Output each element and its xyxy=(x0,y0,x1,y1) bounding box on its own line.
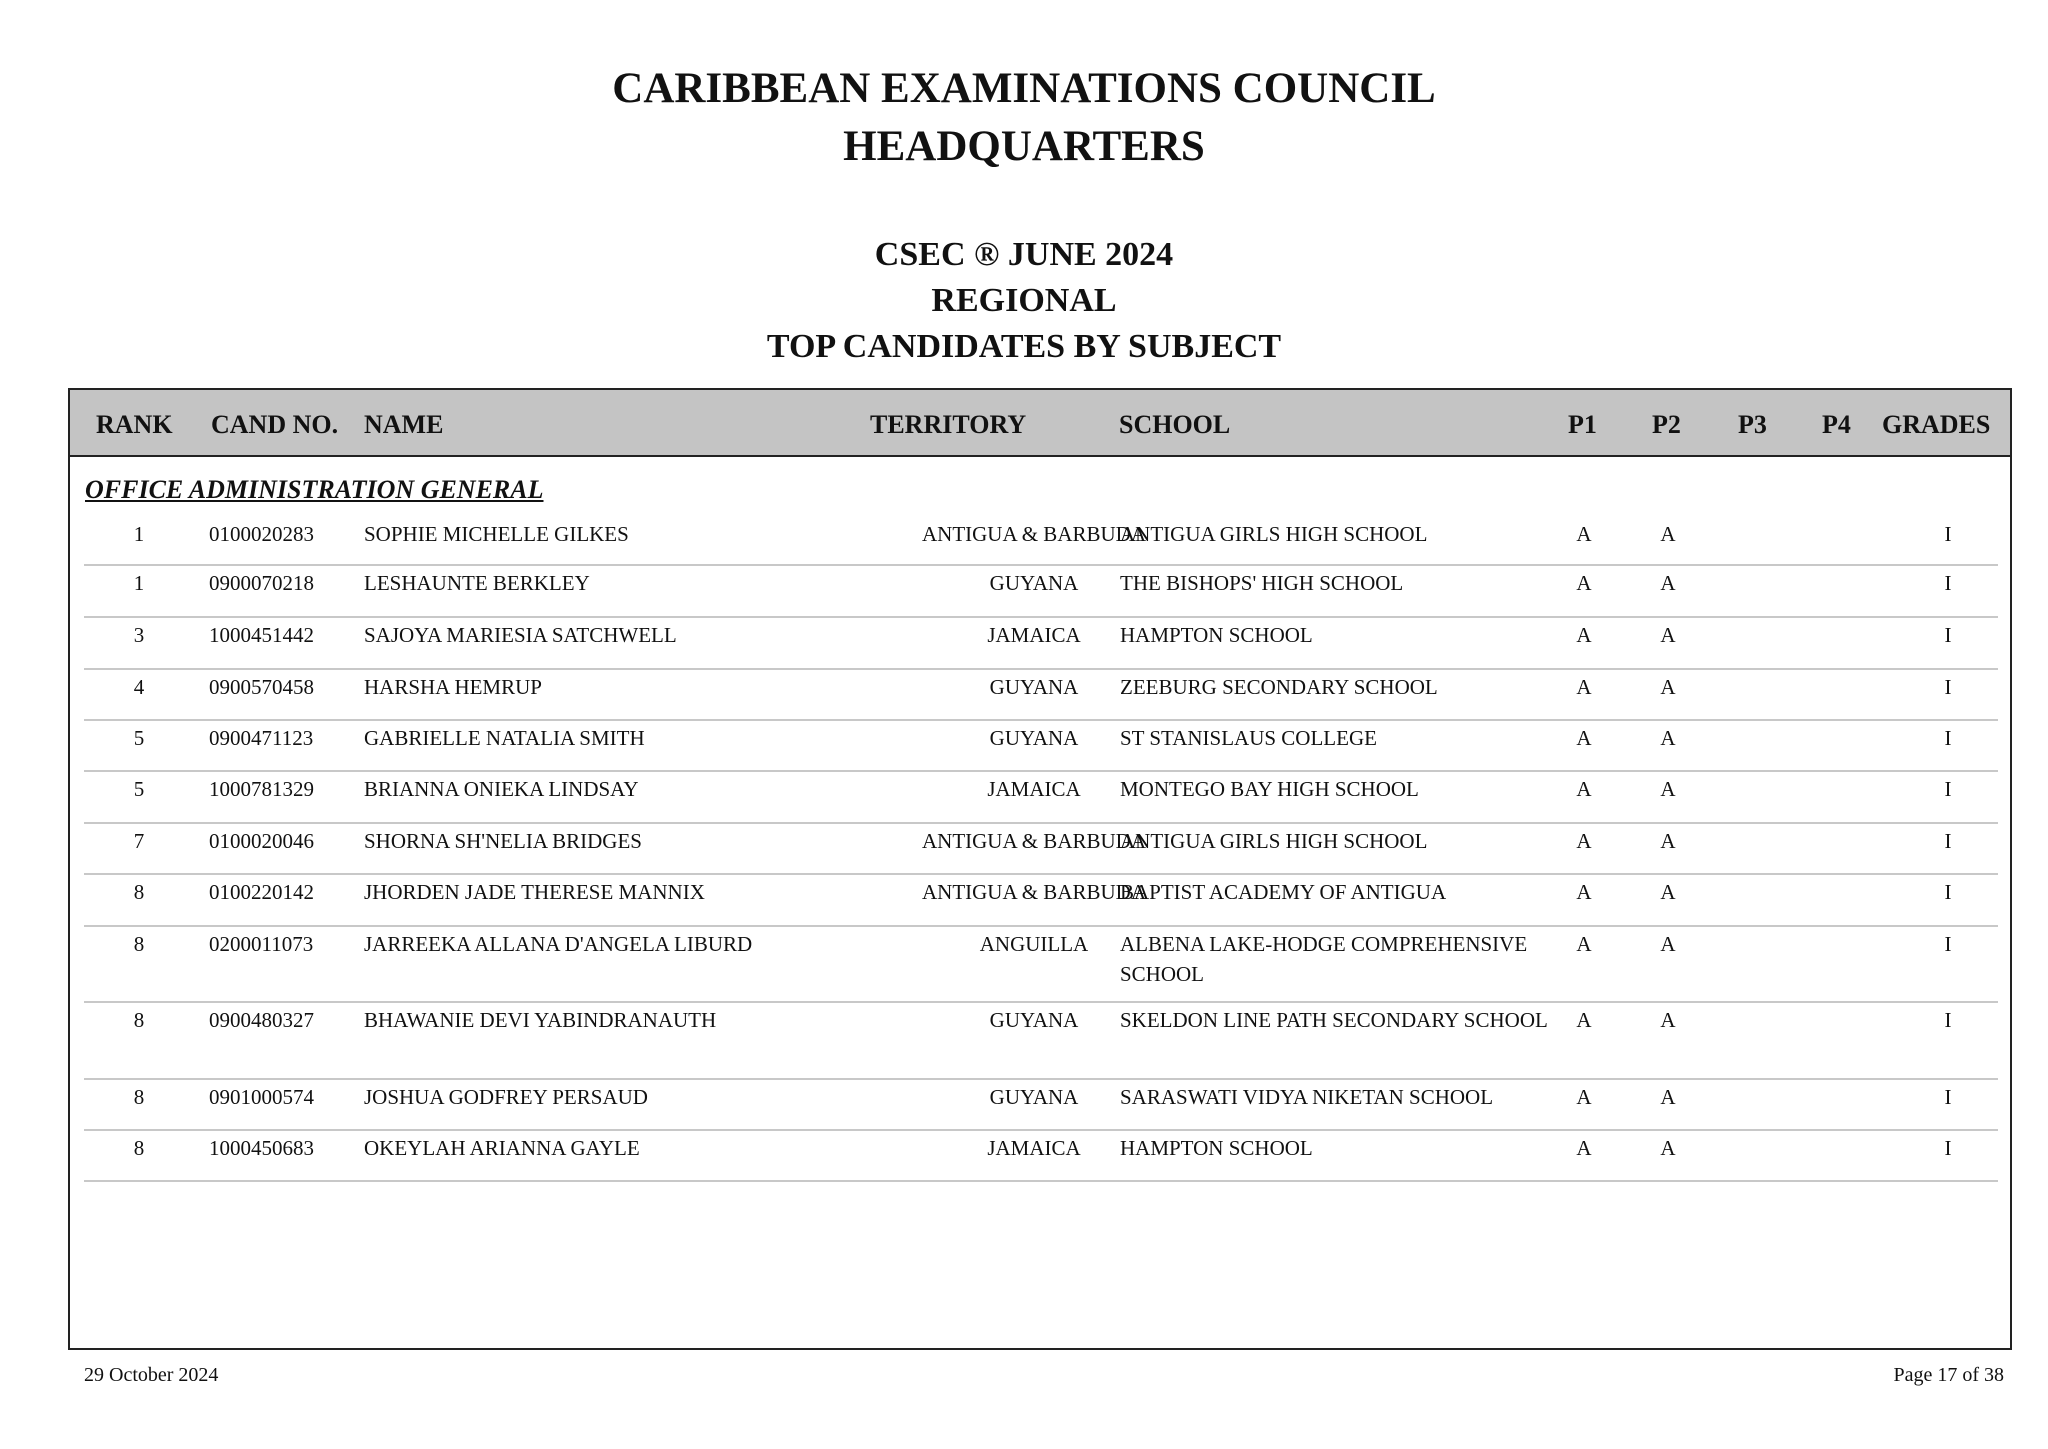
rank-cell: 7 xyxy=(133,829,145,853)
table-row xyxy=(84,721,1998,772)
col-territory: TERRITORY xyxy=(870,410,1027,439)
grade-cell: I xyxy=(1944,571,1952,595)
name-cell: SOPHIE MICHELLE GILKES xyxy=(364,522,629,546)
territory-cell: ANTIGUA & BARBUDA xyxy=(921,522,1146,546)
results-table xyxy=(68,388,2012,1350)
exam-title: CSEC ® JUNE 2024 xyxy=(874,236,1174,273)
org-title: CARIBBEAN EXAMINATIONS COUNCIL xyxy=(612,65,1436,112)
p1-cell: A xyxy=(1576,829,1592,853)
grade-cell: I xyxy=(1944,1008,1952,1032)
cand-no-cell: 0100020046 xyxy=(209,829,314,853)
rank-cell: 8 xyxy=(133,1008,145,1032)
school-cell: ZEEBURG SECONDARY SCHOOL xyxy=(1120,675,1438,699)
table-header xyxy=(70,390,2010,457)
col-school: SCHOOL xyxy=(1119,410,1231,439)
name-cell: JARREEKA ALLANA D'ANGELA LIBURD xyxy=(364,932,753,956)
table-row xyxy=(84,772,1998,824)
cand-no-cell: 0900480327 xyxy=(209,1008,314,1032)
footer-page-number: Page 17 of 38 xyxy=(1893,1364,2004,1386)
scope-title: REGIONAL xyxy=(931,282,1117,319)
p2-cell: A xyxy=(1660,880,1676,904)
territory-cell: GUYANA xyxy=(989,675,1079,699)
col-rank: RANK xyxy=(96,410,173,439)
name-cell: GABRIELLE NATALIA SMITH xyxy=(364,726,645,750)
school-cell: ALBENA LAKE-HODGE COMPREHENSIVE SCHOOL xyxy=(1120,932,1528,986)
grade-cell: I xyxy=(1944,777,1952,801)
table-row xyxy=(84,824,1998,875)
name-cell: OKEYLAH ARIANNA GAYLE xyxy=(364,1136,640,1160)
table-row xyxy=(84,670,1998,721)
p2-cell: A xyxy=(1660,932,1676,956)
rank-cell: 1 xyxy=(133,522,145,546)
org-subtitle: HEADQUARTERS xyxy=(843,123,1205,170)
territory-cell: ANGUILLA xyxy=(979,932,1089,956)
territory-cell: ANTIGUA & BARBUDA xyxy=(921,880,1146,904)
cand-no-cell: 1000451442 xyxy=(209,623,314,647)
grade-cell: I xyxy=(1944,1136,1952,1160)
territory-cell: JAMAICA xyxy=(987,777,1081,801)
p1-cell: A xyxy=(1576,522,1592,546)
rank-cell: 8 xyxy=(133,1136,145,1160)
p2-cell: A xyxy=(1660,623,1676,647)
name-cell: HARSHA HEMRUP xyxy=(364,675,542,699)
table-row xyxy=(84,1003,1998,1080)
rank-cell: 5 xyxy=(133,777,145,801)
name-cell: SHORNA SH'NELIA BRIDGES xyxy=(364,829,642,853)
rank-cell: 8 xyxy=(133,932,145,956)
col-p4: P4 xyxy=(1822,410,1851,439)
cand-no-cell: 1000450683 xyxy=(209,1136,314,1160)
p1-cell: A xyxy=(1576,777,1592,801)
school-cell: ANTIGUA GIRLS HIGH SCHOOL xyxy=(1120,829,1428,853)
col-p2: P2 xyxy=(1652,410,1681,439)
cand-no-cell: 0200011073 xyxy=(209,932,314,956)
footer-date: 29 October 2024 xyxy=(84,1364,219,1386)
p2-cell: A xyxy=(1660,777,1676,801)
p1-cell: A xyxy=(1576,1085,1592,1109)
p2-cell: A xyxy=(1660,675,1676,699)
territory-cell: GUYANA xyxy=(989,726,1079,750)
p2-cell: A xyxy=(1660,829,1676,853)
name-cell: BHAWANIE DEVI YABINDRANAUTH xyxy=(364,1008,717,1032)
cand-no-cell: 1000781329 xyxy=(209,777,314,801)
school-cell: SARASWATI VIDYA NIKETAN SCHOOL xyxy=(1120,1085,1494,1109)
p2-cell: A xyxy=(1660,1008,1676,1032)
school-cell: SKELDON LINE PATH SECONDARY SCHOOL xyxy=(1120,1008,1548,1032)
territory-cell: GUYANA xyxy=(989,1008,1079,1032)
name-cell: BRIANNA ONIEKA LINDSAY xyxy=(364,777,639,801)
p1-cell: A xyxy=(1576,1008,1592,1032)
name-cell: JOSHUA GODFREY PERSAUD xyxy=(364,1085,648,1109)
col-name: NAME xyxy=(364,410,444,439)
rank-cell: 5 xyxy=(133,726,145,750)
school-cell: MONTEGO BAY HIGH SCHOOL xyxy=(1120,777,1419,801)
name-cell: LESHAUNTE BERKLEY xyxy=(364,571,590,595)
rank-cell: 4 xyxy=(133,675,145,699)
table-row xyxy=(84,927,1998,1003)
subject-heading: OFFICE ADMINISTRATION GENERAL xyxy=(85,475,544,504)
cand-no-cell: 0901000574 xyxy=(209,1085,314,1109)
school-cell: THE BISHOPS' HIGH SCHOOL xyxy=(1120,571,1404,595)
rank-cell: 8 xyxy=(133,1085,145,1109)
cand-no-cell: 0100020283 xyxy=(209,522,314,546)
p1-cell: A xyxy=(1576,880,1592,904)
territory-cell: ANTIGUA & BARBUDA xyxy=(921,829,1146,853)
cand-no-cell: 0900471123 xyxy=(209,726,314,750)
col-p1: P1 xyxy=(1568,410,1597,439)
table-row xyxy=(84,1131,1998,1182)
school-cell: ST STANISLAUS COLLEGE xyxy=(1120,726,1377,750)
school-cell: ANTIGUA GIRLS HIGH SCHOOL xyxy=(1120,522,1428,546)
school-cell: HAMPTON SCHOOL xyxy=(1120,623,1313,647)
p2-cell: A xyxy=(1660,1136,1676,1160)
col-p3: P3 xyxy=(1738,410,1767,439)
col-cand-no: CAND NO. xyxy=(211,410,339,439)
p2-cell: A xyxy=(1660,522,1676,546)
rank-cell: 3 xyxy=(133,623,145,647)
territory-cell: GUYANA xyxy=(989,1085,1079,1109)
p2-cell: A xyxy=(1660,571,1676,595)
rank-cell: 8 xyxy=(133,880,145,904)
p2-cell: A xyxy=(1660,726,1676,750)
p1-cell: A xyxy=(1576,1136,1592,1160)
rank-cell: 1 xyxy=(133,571,145,595)
cand-no-cell: 0900070218 xyxy=(209,571,314,595)
cand-no-cell: 0100220142 xyxy=(209,880,314,904)
grade-cell: I xyxy=(1944,522,1952,546)
report-title: TOP CANDIDATES BY SUBJECT xyxy=(766,328,1282,365)
table-row xyxy=(84,566,1998,618)
grade-cell: I xyxy=(1944,1085,1952,1109)
table-row xyxy=(84,517,1998,566)
school-cell: BAPTIST ACADEMY OF ANTIGUA xyxy=(1120,880,1447,904)
p2-cell: A xyxy=(1660,1085,1676,1109)
p1-cell: A xyxy=(1576,571,1592,595)
col-grades: GRADES xyxy=(1882,410,1991,439)
grade-cell: I xyxy=(1944,829,1952,853)
school-cell: HAMPTON SCHOOL xyxy=(1120,1136,1313,1160)
grade-cell: I xyxy=(1944,880,1952,904)
territory-cell: JAMAICA xyxy=(987,623,1081,647)
territory-cell: JAMAICA xyxy=(987,1136,1081,1160)
name-cell: JHORDEN JADE THERESE MANNIX xyxy=(364,880,705,904)
p1-cell: A xyxy=(1576,675,1592,699)
grade-cell: I xyxy=(1944,932,1952,956)
p1-cell: A xyxy=(1576,932,1592,956)
grade-cell: I xyxy=(1944,726,1952,750)
table-row xyxy=(84,1080,1998,1131)
grade-cell: I xyxy=(1944,623,1952,647)
grade-cell: I xyxy=(1944,675,1952,699)
p1-cell: A xyxy=(1576,623,1592,647)
territory-cell: GUYANA xyxy=(989,571,1079,595)
name-cell: SAJOYA MARIESIA SATCHWELL xyxy=(364,623,677,647)
p1-cell: A xyxy=(1576,726,1592,750)
table-row xyxy=(84,618,1998,670)
table-row xyxy=(84,875,1998,927)
cand-no-cell: 0900570458 xyxy=(209,675,314,699)
